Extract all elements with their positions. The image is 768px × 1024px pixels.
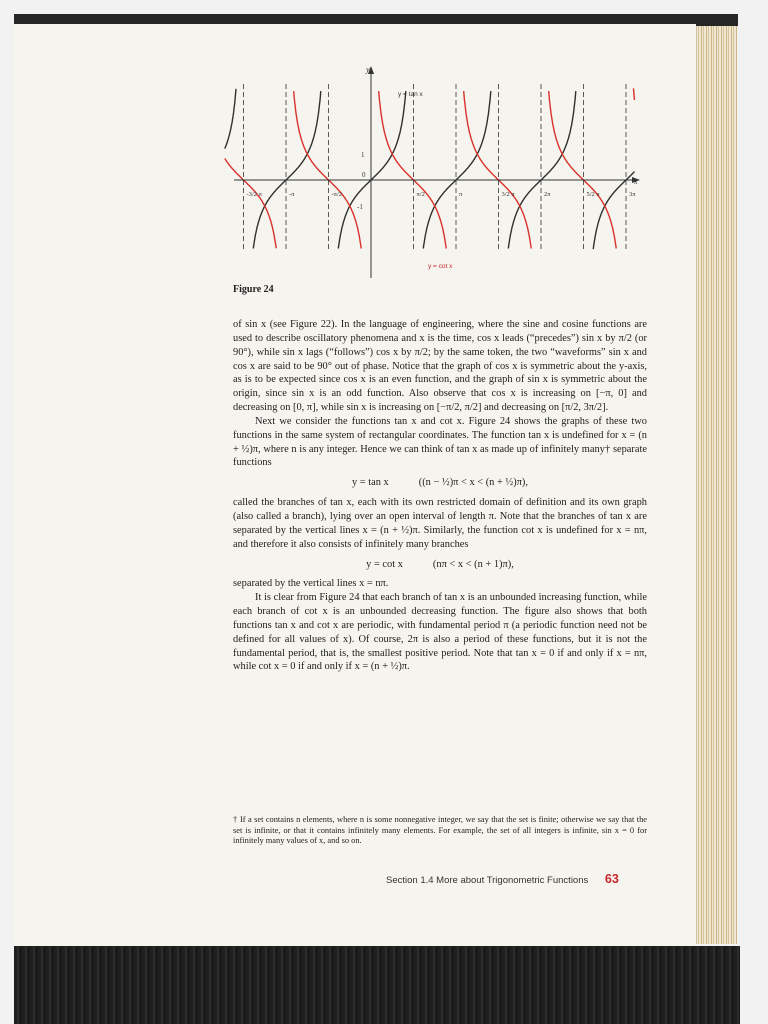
x-tick-label: π <box>459 191 463 198</box>
tick-label-1: 1 <box>361 151 365 159</box>
tan-branch <box>338 91 406 248</box>
equation-cot-branches <box>233 558 647 572</box>
cot-branch <box>634 88 635 100</box>
tan-branch <box>423 91 491 248</box>
body-text <box>233 318 647 674</box>
tan-branch <box>508 91 576 248</box>
cot-branch <box>294 91 362 248</box>
tan-branch <box>225 89 236 149</box>
x-tick-label: 3π <box>629 191 636 198</box>
x-tick-label: π/2 <box>416 191 425 198</box>
graph-asymptotes <box>244 84 627 250</box>
section-title: Section 1.4 More about Trigonometric Functions <box>386 875 589 886</box>
paragraph-1: of sin x (see Figure 22). In the language of engineering, where the sine and cosine functions are used to describe oscillatory phenomena and x is the time, cos x leads (“precedes”) sin x by π/2 (or 90°), while sin x lags (“follows”) cos x by π/2; by the same token, the two “waveforms” sin x and cos x are said to be 90° out of phase. Notice that the graph of cos x is symmetric about the y-axis, as is to be expected since cos x is an even function, and the graph of sin x is symmetric about the origin, since sin x is an odd function. Also observe that cos x is increasing on [−π, 0] and decreasing on [0, π], while sin x is increasing on [−π/2, π/2] and decreasing on [π/2, 3π/2]. <box>233 319 647 414</box>
tick-label-0: 0 <box>362 171 366 179</box>
cot-curve-label: y = cot x <box>428 263 453 270</box>
figure-caption: Figure 24 <box>233 284 274 295</box>
paragraph-2: Next we consider the functions tan x and cot x. Figure 24 shows the graphs of these two functions in the same system of rectangular coordinates. The function tan x is undefined for x = (n + ½)π, where n is any integer. Hence we can think of tan x as made up of infinitely many† separate functions <box>233 415 647 469</box>
tan-branch <box>253 91 320 248</box>
cot-branch <box>225 159 276 249</box>
cot-branch <box>464 91 532 248</box>
equation-cot-left: y = cot x <box>366 558 403 570</box>
book-page-edges <box>696 26 737 944</box>
equation-tan-branches <box>233 476 647 490</box>
x-tick-label: 2π <box>544 191 551 198</box>
equation-tan-left: y = tan x <box>352 477 389 489</box>
cot-branch <box>549 91 617 248</box>
tick-label-neg1: -1 <box>357 203 363 211</box>
cot-branch <box>379 91 447 248</box>
x-tick-label: -π <box>289 191 295 198</box>
x-tick-label: -π/2 <box>331 191 343 198</box>
page-footer <box>386 872 619 886</box>
x-tick-label: -3/2 π <box>246 191 262 198</box>
equation-cot-right: (nπ < x < (n + 1)π), <box>432 558 514 570</box>
equation-tan-right: ((n − ½)π < x < (n + ½)π), <box>418 477 528 489</box>
y-axis-label: y <box>366 65 370 74</box>
figure-24-graph <box>220 60 650 280</box>
paragraph-3: called the branches of tan x, each with its own restricted domain of definition and its own graph (also called a branch), lying over an open interval of length π. Note that the branches of tan x are separated by the vertical lines x = (n + ½)π. Similarly, the function cot x is undefined for x = nπ, and therefore it also consists of infinitely many branches <box>233 497 647 550</box>
x-tick-label: 3/2 π <box>501 191 515 198</box>
page-number: 63 <box>604 872 619 886</box>
x-axis-label: x <box>634 177 638 186</box>
paragraph-5: It is clear from Figure 24 that each branch of tan x is an unbounded increasing function, while each branch of cot x is an unbounded decreasing function. The figure also shows that both functions tan x and cot x are periodic, with fundamental period π (a periodic function need not be defined for all values of x). Of course, 2π is also a period of these functions, but it is not the fundamental period, that is, the smallest positive period. Note that tan x = 0 if and only if x = nπ, while cot x = 0 if and only if x = (n + ½)π. <box>233 592 647 673</box>
x-tick-label: 5/2 π <box>586 191 600 198</box>
scan-background <box>14 946 740 1024</box>
paragraph-4: separated by the vertical lines x = nπ. <box>233 578 389 590</box>
tan-curve-label: y = tan x <box>398 91 423 98</box>
footnote: † If a set contains n elements, where n is some nonnegative integer, we say that the set is finite; otherwise we say that the set is infinite, or that it contains infinitely many elements. For example, the set of all integers is infinite, sin x = 0 for infinitely many values of x, and so on. <box>233 815 647 845</box>
